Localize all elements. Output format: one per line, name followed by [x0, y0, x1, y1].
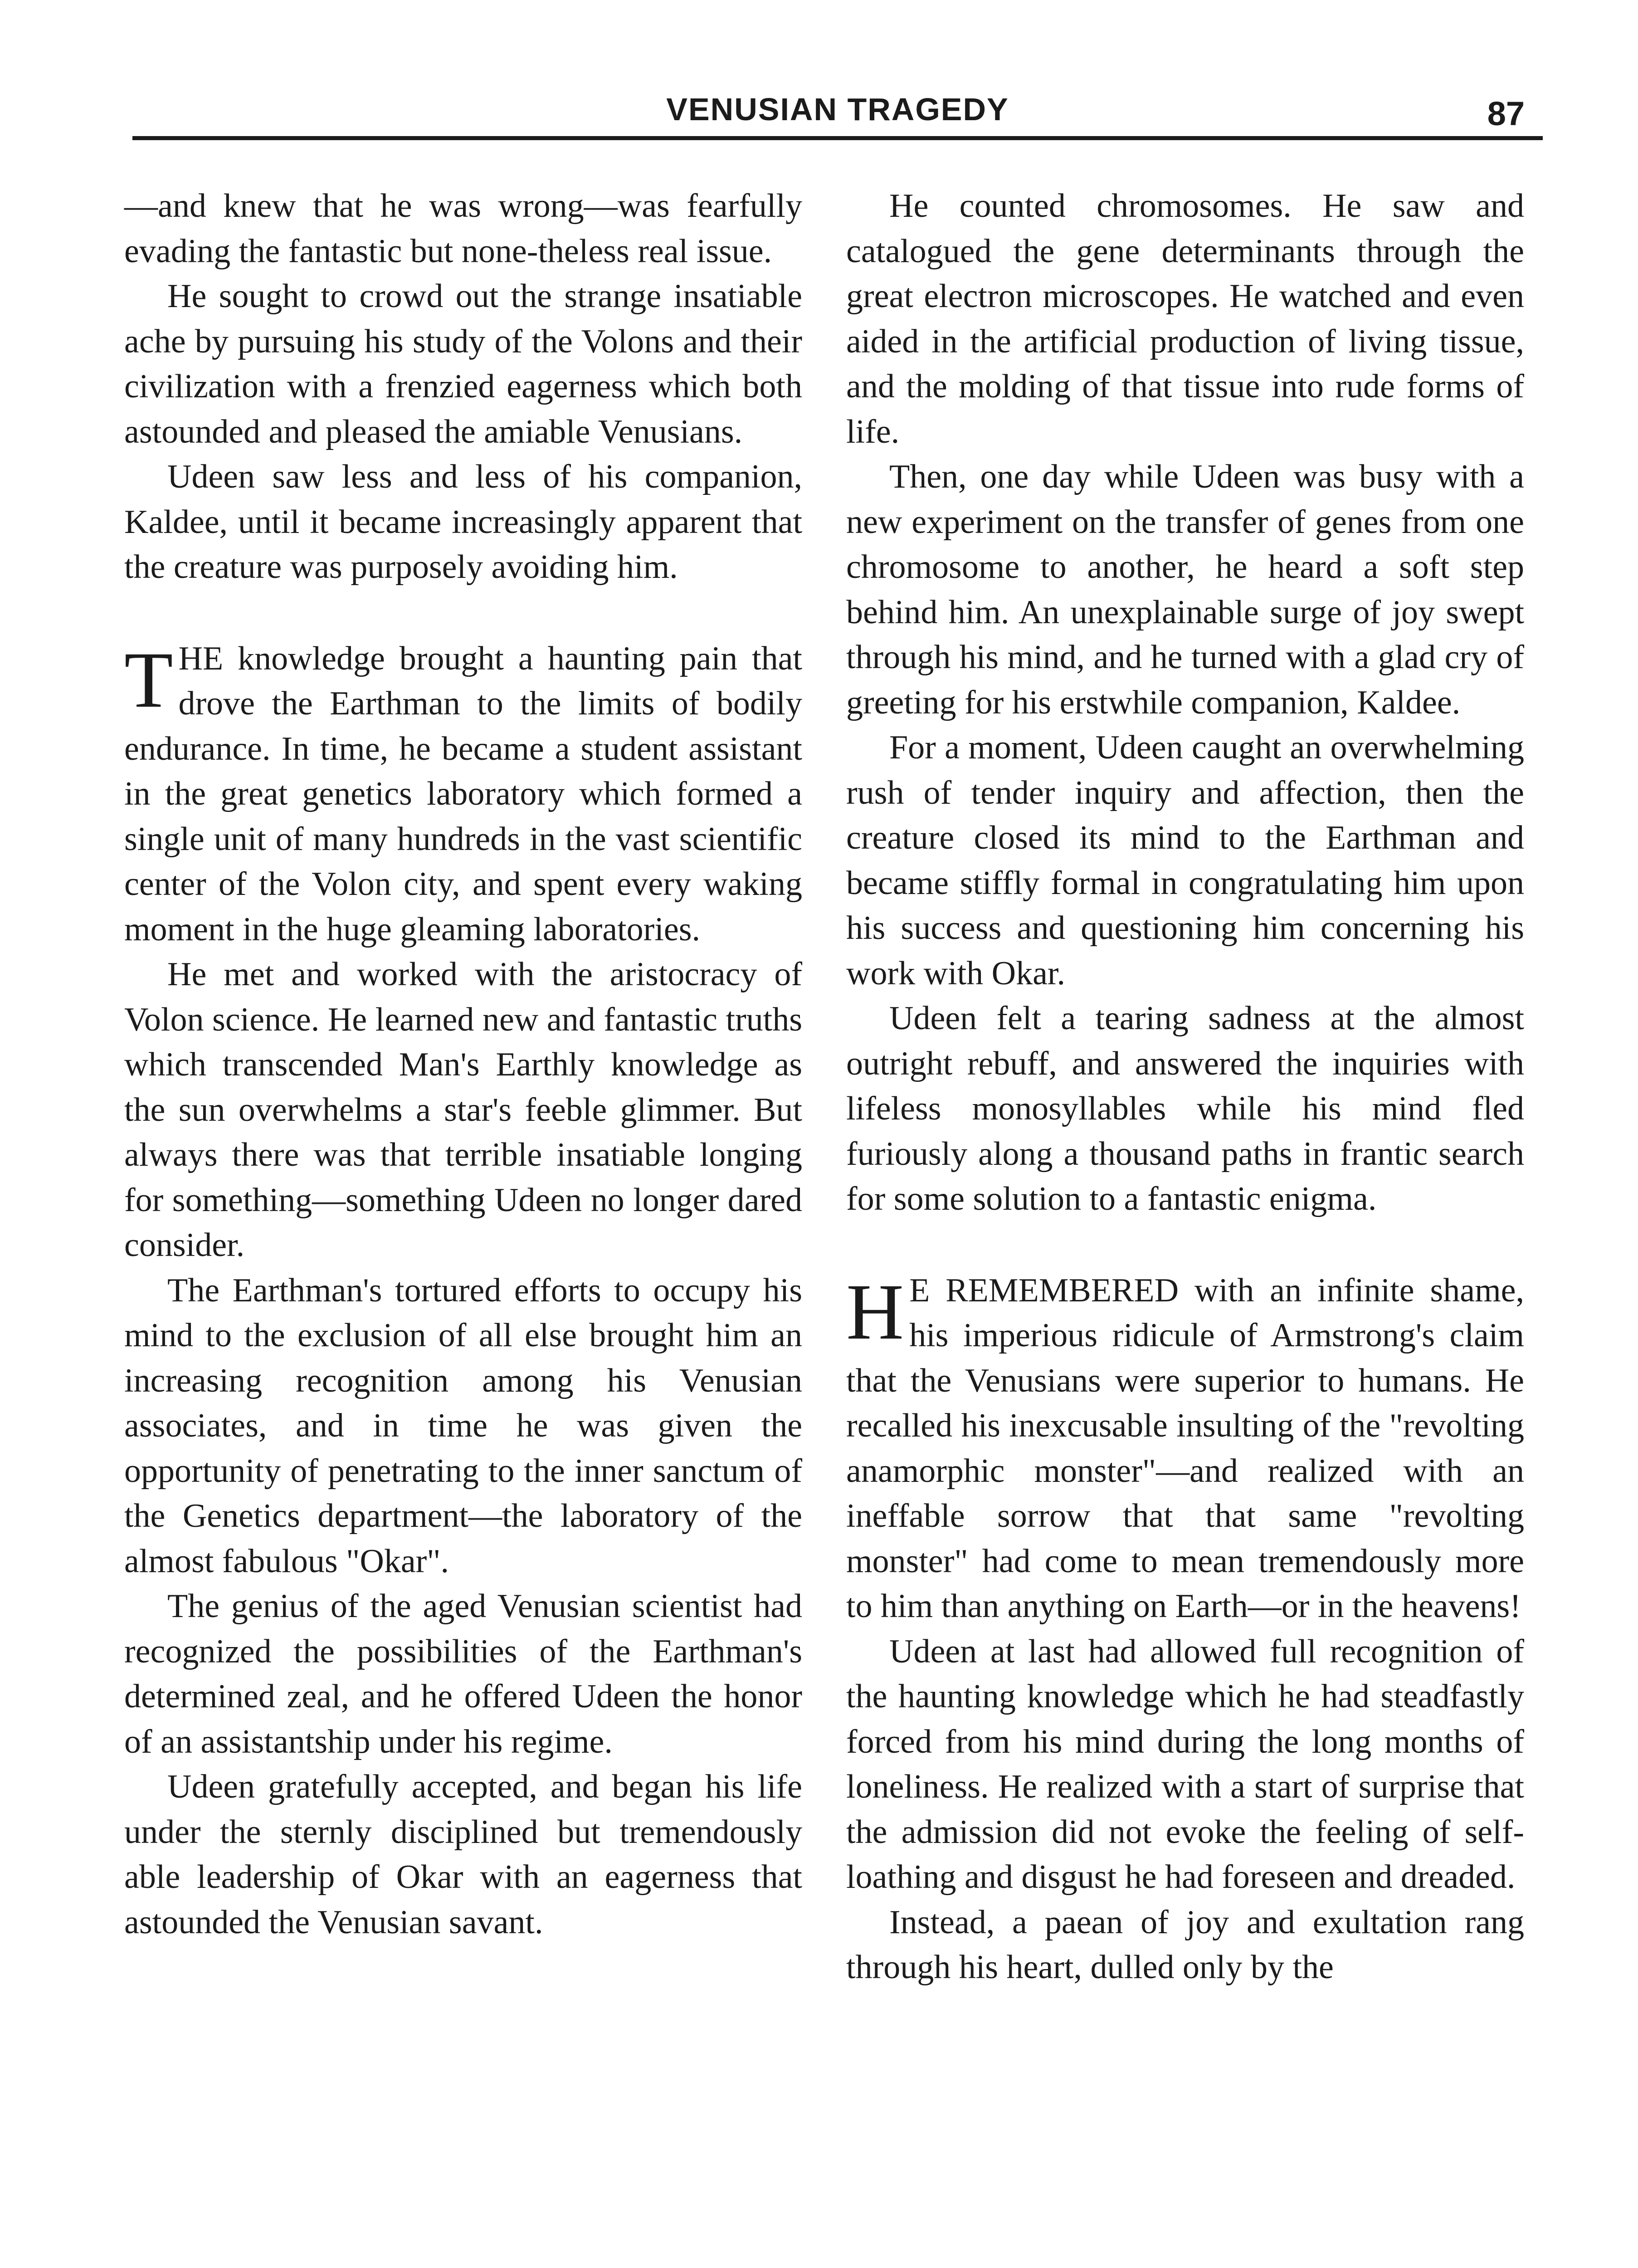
paragraph: He sought to crowd out the strange insatiable ache by pursuing his study of the Volons and their civilization with a frenzied eagerness which both astounded and pleased the amiable Venusians. — [124, 278, 802, 450]
paragraph: Then, one day while Udeen was busy with a new experiment on the transfer of genes from one chromosome to another, he heard a soft step behind him. An unexplainable surge of joy swept through his mind, and he turned with a glad cry of greeting for his erstwhile companion, Kaldee. — [846, 458, 1524, 721]
paragraph: The Earthman's tortured efforts to occupy his mind to the exclusion of all else brought him an increasing recognition among his Venusian associates, and in time he was given the opportunity of penetrating to the inner sanctum of the Genetics department—the laboratory of the almost fabulous "Okar". — [124, 1271, 802, 1580]
section-paragraph: HE REMEMBERED with an infinite shame, his imperious ridicule of Armstrong's claim that the Venusians were superior to humans. He recalled his inexcusable insulting of the "revolting anamorphic monster"—and realized with an ineffable sorrow that that same "revolting monster" had come to mean tremendously more to him than anything on Earth—or in the heavens! — [846, 1267, 1524, 1625]
paragraph: Udeen felt a tearing sadness at the almost outright rebuff, and answered the inquiries with lifeless monosyllables while his mind fled furiously along a thousand paths in frantic search for some solution to a fantastic enigma. — [846, 1000, 1524, 1217]
left-column — [124, 184, 802, 1945]
paragraph: Udeen saw less and less of his companion, Kaldee, until it became increasingly apparent that the creature was purposely avoiding him. — [124, 458, 802, 586]
right-column — [846, 184, 1524, 1990]
running-title: VENUSIAN TRAGEDY — [666, 92, 1009, 127]
section-paragraph: THE knowledge brought a haunting pain that drove the Earthman to the limits of bodily endurance. In time, he became a student assistant in the great genetics laboratory which formed a single unit of many hundreds in the vast scientific center of the Volon city, and spent every waking moment in the huge gleaming laboratories. — [124, 635, 802, 948]
paragraph: Instead, a paean of joy and exultation rang through his heart, dulled only by the — [846, 1903, 1524, 1986]
paragraph: The genius of the aged Venusian scientist had recognized the possibilities of the Earthman's determined zeal, and he offered Udeen the honor of an assistantship under his regime. — [124, 1588, 802, 1760]
paragraph: Udeen at last had allowed full recognition of the haunting knowledge which he had steadfastly forced from his mind during the long months of loneliness. He realized with a start of surprise that the admission did not evoke the feeling of self-loathing and disgust he had foreseen and dreaded. — [846, 1633, 1524, 1896]
paragraph: He counted chromosomes. He saw and catalogued the gene determinants through the great electron microscopes. He watched and even aided in the artificial production of living tissue, and the molding of that tissue into rude forms of life. — [846, 187, 1524, 450]
paragraph: For a moment, Udeen caught an overwhelming rush of tender inquiry and affection, then the creature closed its mind to the Earthman and became stiffly formal in congratulating him upon his success and questioning him concerning his work with Okar. — [846, 729, 1524, 992]
paragraph: He met and worked with the aristocracy of Volon science. He learned new and fantastic truths which transcended Man's Earthly knowledge as the sun overwhelms a star's feeble glimmer. But always there was that terrible insatiable longing for something—something Udeen no longer dared consider. — [124, 956, 802, 1264]
paragraph: Udeen gratefully accepted, and began his life under the sternly disciplined but tremendously able leadership of Okar with an eagerness that astounded the Venusian savant. — [124, 1768, 802, 1941]
paragraph: —and knew that he was wrong—was fearfully evading the fantastic but none-theless real issue. — [124, 187, 802, 270]
header-rule — [132, 136, 1543, 140]
page-number: 87 — [1487, 95, 1525, 132]
page-header — [132, 86, 1543, 141]
